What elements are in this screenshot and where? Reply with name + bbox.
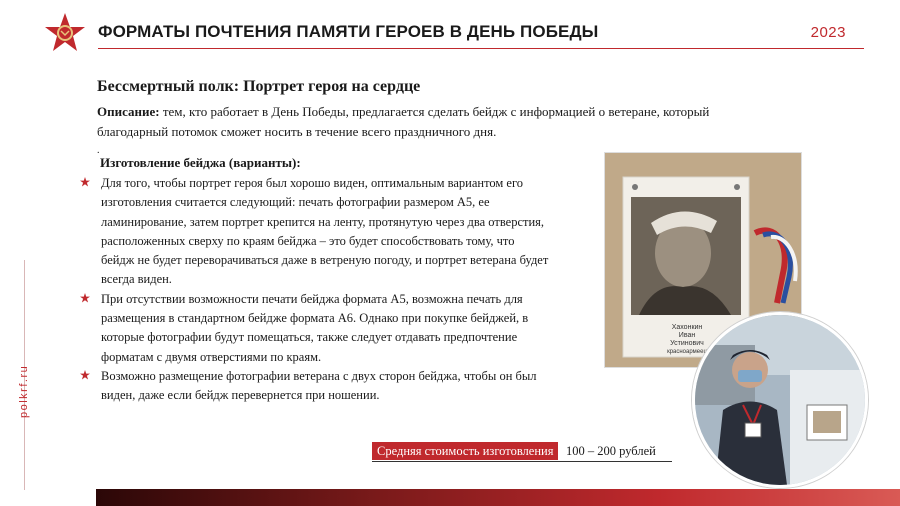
cost-label: Средняя стоимость изготовления xyxy=(372,442,558,460)
cost-underline xyxy=(372,461,672,462)
cost-value: 100 – 200 рублей xyxy=(566,444,656,458)
bullet-text: При отсутствии возможности печати бейджа формата А5, возможна печать для размещения в стандартном бейдже формата А6. Однако при покупке бейджей, в которые фотографии будут помещаться, также следует отдавать предпочтение форматам с двумя отверстиями по краям. xyxy=(101,291,529,364)
bullet-list xyxy=(80,174,550,406)
list-item xyxy=(80,367,550,406)
page-title: ФОРМАТЫ ПОЧТЕНИЯ ПАМЯТИ ГЕРОЕВ В ДЕНЬ ПОБЕДЫ xyxy=(98,22,599,41)
red-star-emblem-icon xyxy=(44,12,86,54)
bullet-text: Для того, чтобы портрет героя был хорошо виден, оптимальным вариантом его изготовления считается следующий: печать фотографии размером А5, ее ламинирование, затем портрет крепится на ленту, протянутую через два отверстия, расположенных сверху по краям бейджа – это будет способствовать тому, что бейдж не будет переворачиваться даже в ветреную погоду, и портрет ветерана будет всегда виден. xyxy=(101,176,549,287)
stray-dot: . xyxy=(97,145,100,156)
caption-line: Устинович xyxy=(670,340,704,347)
photo-caption xyxy=(667,324,707,355)
year-label: 2023 xyxy=(810,24,846,41)
section-title: Изготовление бейджа (варианты): xyxy=(100,155,301,170)
description-text: тем, кто работает в День Победы, предлагается сделать бейдж с информацией о ветеране, который благодарный потомок сможет носить в течение всего праздничного дня. xyxy=(97,104,710,139)
red-star-icon xyxy=(80,293,90,303)
caption-line: Иван xyxy=(678,332,696,339)
slide-subtitle: Бессмертный полк: Портрет героя на сердце xyxy=(97,78,421,95)
list-item xyxy=(80,290,550,367)
caption-line: красноармеец xyxy=(667,349,707,355)
site-link[interactable]: polkrf.ru xyxy=(18,364,30,418)
officer-photo xyxy=(692,312,868,488)
header xyxy=(0,0,900,60)
header-divider xyxy=(98,48,864,49)
list-item xyxy=(80,174,550,290)
bullet-text: Возможно размещение фотографии ветерана с двух сторон бейджа, чтобы он был виден, даже если бейдж перевернется при ношении. xyxy=(101,368,537,403)
bottom-decor-bar xyxy=(96,489,900,506)
red-star-icon xyxy=(80,177,90,187)
description xyxy=(97,102,757,142)
description-label: Описание: xyxy=(97,104,160,119)
red-star-icon xyxy=(80,370,90,380)
caption-line: Хахонкин xyxy=(671,324,703,331)
